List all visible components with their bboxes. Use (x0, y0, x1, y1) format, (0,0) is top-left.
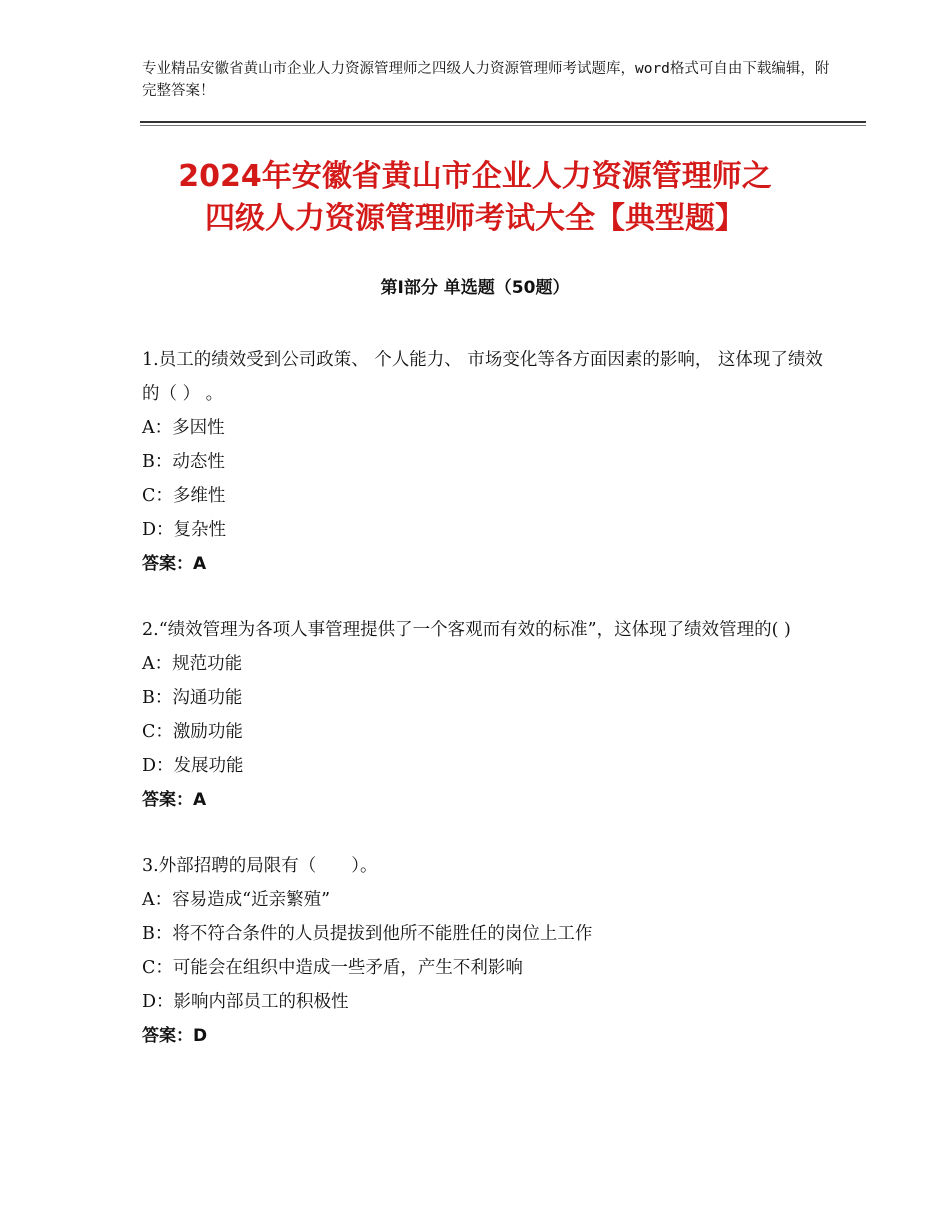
option-b: B：将不符合条件的人员提拔到他所不能胜任的岗位上工作 (142, 924, 593, 944)
question-text: 2.“绩效管理为各项人事管理提供了一个客观而有效的标准”，这体现了绩效管理的( ) (142, 620, 791, 640)
option-a: A：多因性 (142, 418, 225, 438)
header-divider-thin (140, 125, 866, 126)
header-divider-thick (140, 121, 866, 123)
option-c: C：激励功能 (142, 722, 243, 742)
question-list (142, 343, 832, 1085)
question-3 (142, 849, 832, 1053)
option-c: C：多维性 (142, 486, 226, 506)
header-note: 专业精品安徽省黄山市企业人力资源管理师之四级人力资源管理师考试题库，word格式可自由下载编辑，附完整答案！ (142, 61, 830, 99)
question-text: 3.外部招聘的局限有（ ）。 (142, 856, 378, 876)
document-title-line-2: 四级人力资源管理师考试大全【典型题】 (205, 201, 745, 236)
option-d: D：发展功能 (142, 756, 244, 776)
option-b: B：沟通功能 (142, 688, 243, 708)
answer-label: 答案：D (142, 1026, 208, 1046)
document-title-line-1: 2024年安徽省黄山市企业人力资源管理师之 (178, 159, 772, 194)
option-d: D：影响内部员工的积极性 (142, 992, 349, 1012)
question-1 (142, 343, 832, 581)
answer-label: 答案：A (142, 554, 207, 574)
option-a: A：规范功能 (142, 654, 243, 674)
option-d: D：复杂性 (142, 520, 227, 540)
section-title: 第Ⅰ部分 单选题（50题） (380, 278, 570, 298)
option-b: B：动态性 (142, 452, 225, 472)
question-2 (142, 613, 832, 817)
option-a: A：容易造成“近亲繁殖” (142, 890, 331, 910)
option-c: C：可能会在组织中造成一些矛盾，产生不利影响 (142, 958, 523, 978)
question-text: 1.员工的绩效受到公司政策、 个人能力、 市场变化等各方面因素的影响， 这体现了绩效的（ ） 。 (142, 350, 823, 404)
document-title (100, 156, 850, 240)
answer-label: 答案：A (142, 790, 207, 810)
